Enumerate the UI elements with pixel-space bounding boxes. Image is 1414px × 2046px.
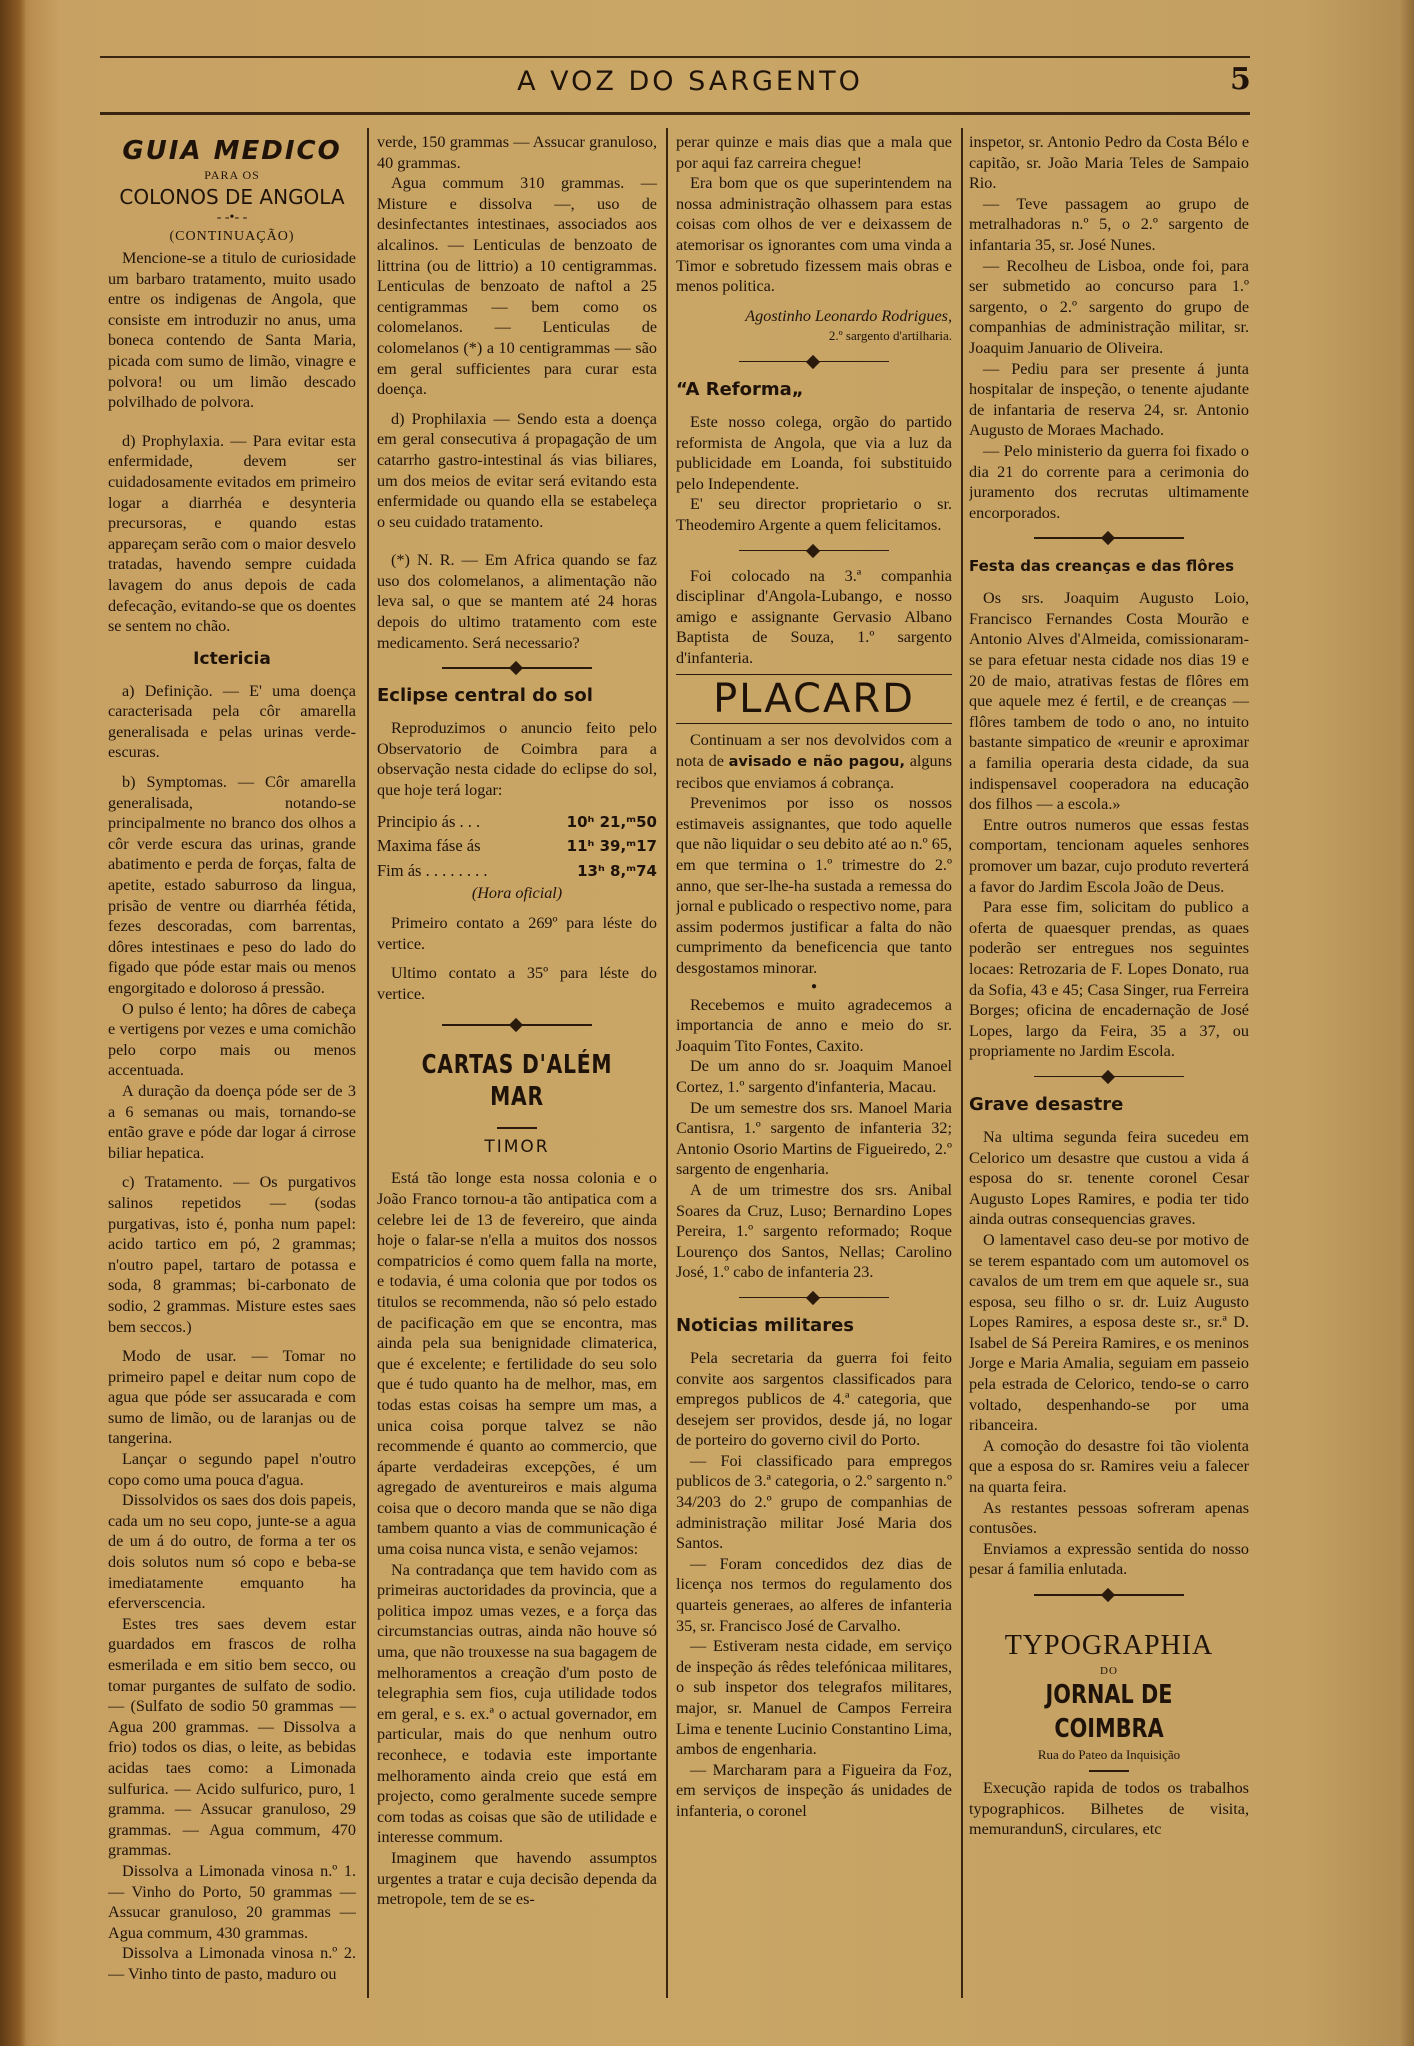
paragraph: — Estiveram nesta cidade, em serviço de inspeção ás rêdes telefónicaa militares, o sub inspetor dos telegrafos militares, major, sr. Manuel de Campos Ferreira Lima e tenente Lucinio Constantino Lima, ambos de engenharia. (676, 1637, 952, 1759)
table-cell: Maxima fáse ás (377, 836, 481, 856)
section-heading: Noticias militares (676, 1314, 854, 1336)
footnote: (*) N. R. — Em Africa quando se faz uso dos colomelanos, a alimentação não leva sal, o que se mantem até 24 horas depois do ultimo tratamento com este medicamento. Será necessario? (377, 551, 657, 652)
running-head: A VOZ DO SARGENTO (517, 66, 863, 97)
table-cell: 11ʰ 39,ᵐ17 (566, 837, 657, 856)
section-divider (739, 1291, 889, 1305)
section-divider (1034, 1070, 1184, 1084)
section-heading: Festa das creanças e das flôres (969, 557, 1235, 576)
paragraph (676, 730, 952, 793)
paragraph: Lançar o segundo papel n'outro copo como uma pouca d'agua. (108, 1450, 356, 1489)
column-rule (666, 128, 668, 1998)
signature: Agostinho Leonardo Rodrigues, (745, 306, 952, 325)
section-divider (739, 355, 889, 369)
section-divider (1034, 1588, 1184, 1602)
ornament: - -•- - (216, 210, 248, 225)
column-rule (367, 128, 369, 1998)
section-heading: Eclipse central do sol (377, 685, 593, 707)
advert-address: Rua do Pateo da Inquisição (1037, 1747, 1181, 1762)
table-row (377, 810, 657, 835)
short-rule (1089, 1770, 1129, 1772)
paragraph: Está tão longe esta nossa colonia e o João Franco tornou-a tão antipatica com a celebre lei de 13 de fevereiro, que ainda hoje o falar-se n'ella a muitos dos nossos compatricios é como quem falla na morte, e todavia, é uma colonia que por todos os titulos se recommenda, não só pelo estado de pacificação em que se encontra, mas ainda pela sua benignidade climaterica, que é excelente; e fertilidade do seu solo que é tudo quanto ha de melhor, mas, em todas estas coisas ha sempre um mas, a unica coisa porque talvez se não recommende é quanto ao commercio, que áparte verdadeiras excepções, é um agregado de aventureiros e mais alguma coisa que o decoro manda que se não diga tambem quanto a vias de communicação é uma coisa nunca vista, e senão vejamos: (377, 1169, 657, 1559)
article-title: GUIA MEDICO (122, 136, 342, 166)
paragraph: E' seu director proprietario o sr. Theodemiro Argente a quem felicitamos. (676, 495, 952, 534)
column-2 (377, 132, 657, 1992)
column-4 (969, 132, 1249, 1992)
paragraph: Recebemos e muito agradecemos a importancia de anno e meio do sr. Joaquim Tito Fontes, Caxito. (676, 995, 952, 1055)
paragraph: Imaginem que havendo assumptos urgentes a tratar e cuja decisão dependa da metropole, tem de se es- (377, 1848, 657, 1909)
advert-connector: DO (1100, 1665, 1118, 1677)
paragraph: — Pelo ministerio da guerra foi fixado o dia 21 do corrente para a cerimonia do juramento dos recrutas ultimamente encorporados. (969, 441, 1249, 522)
section-divider (1034, 531, 1184, 545)
column-3 (676, 132, 952, 1992)
paragraph: Reproduzimos o anuncio feito pelo Observatorio de Coimbra para a observação nesta cidade do eclipse do sol, que hoje terá logar: (377, 719, 657, 800)
section-heading: Grave desastre (969, 1093, 1124, 1115)
paragraph: Entre outros numeros que essas festas comportam, tencionam aqueles senhores promover um bazar, cujo produto reverterá a favor do Jardim Escola João de Deus. (969, 815, 1249, 896)
advert-name: JORNAL DE COIMBRA (1045, 1680, 1173, 1744)
paragraph: Dissolva a Limonada vinosa n.º 1. — Vinho do Porto, 50 grammas — Assucar granuloso, 20 grammas — Agua commum, 430 grammas. (108, 1861, 356, 1942)
paragraph: c) Tratamento. — Os purgativos salinos repetidos — (sodas purgativas, isto é, ponha num papel: acido tartico em pó, 2 grammas; n'outro papel, tartaro de potassa e soda, 8 grammas; bi-carbonato de sodio, 2 grammas. Misture estes saes bem seccos.) (108, 1173, 356, 1336)
short-rule (497, 1127, 537, 1129)
paragraph: Na contradança que tem havido com as primeiras auctoridades da provincia, que a politica impoz umas vezes, e a força das circumstancias outras, ainda não houve só uma, que não trouxesse na sua bagagem de melhoramentos a creação d'um posto de telegraphia sem fios, cuja utilidade todos em geral, e s. ex.ª o actual governador, em particular, mais do que nenhum outro reconhece, e todavia este importante melhoramento ainda creio que está em projecto, como geralmente sucede sempre com todas as coisas que são de utilidade e interesse commum. (377, 1560, 657, 1847)
paragraph: — Marcharam para a Figueira da Foz, em serviços de inspeção ás unidades de infanteria, o coronel (676, 1760, 952, 1820)
paragraph: — Teve passagem ao grupo de metralhadoras n.º 5, o 2.º sargento de infantaria 35, sr. José Nunes. (969, 194, 1249, 254)
paragraph: A comoção do desastre foi tão violenta que a esposa do sr. Ramires veiu a falecer na quarta feira. (969, 1436, 1249, 1497)
table-cell: Fim ás . . . . . . . . (377, 860, 488, 880)
paragraph: Ultimo contato a 35º para léste do vertice. (377, 964, 657, 1003)
paragraph: — Foram concedidos dez dias de licença nos termos do regulamento dos quarteis generaes, ao alferes de infanteria 35, sr. Francisco José de Carvalho. (676, 1554, 952, 1635)
header-bottom-rule (100, 112, 1250, 115)
paragraph: De um semestre dos srs. Manoel Maria Cantisra, 1.º sargento de infanteria 32; Antonio Osorio Martins de Figueiredo, 2.º sargento de engenharia. (676, 1098, 952, 1179)
paragraph: Modo de usar. — Tomar no primeiro papel e deitar num copo de agua que póde ser assucarada e com sumo de limão, ou de laranjas ou de tangerina. (108, 1347, 356, 1448)
column-rule (961, 128, 963, 1998)
article-kicker: PARA OS (204, 168, 260, 182)
table-cell: 13ʰ 8,ᵐ74 (577, 861, 657, 880)
paragraph: Pela secretaria da guerra foi feito convite aos sargentos classificados para empregos publicos de 4.ª categoria, que desejem ser providos, desde já, no logar de porteiro do governo civil do Porto. (676, 1348, 952, 1450)
paragraph: inspetor, sr. Antonio Pedro da Costa Bélo e capitão, sr. João Maria Teles de Sampaio Rio. (969, 133, 1249, 193)
section-heading: Ictericia (193, 648, 271, 669)
paragraph: Na ultima segunda feira sucedeu em Celorico um desastre que custou a vida á esposa do sr. tenente coronel Cesar Augusto Lopes Ramires, e podia ter tido ainda outras consequencias graves. (969, 1127, 1249, 1229)
paragraph: Primeiro contato a 269º para léste do vertice. (377, 914, 657, 953)
paragraph: d) Prophylaxia. — Para evitar esta enfermidade, devem ser cuidadosamente evitados em primeiro logar a diarrhéa e desynteria precursoras, e quando estas appareçam serão com o maior desvelo tratadas, havendo sempre cuidada lavagem do anus depois de cada defecação, evitando-se que os doentes se sentem no chão. (108, 431, 356, 636)
section-divider (442, 1018, 592, 1032)
section-subheading: TIMOR (484, 1137, 550, 1158)
paragraph: verde, 150 grammas — Assucar granuloso, 40 grammas. (377, 133, 657, 172)
text-run: alguns recibos que enviamos á cobrança. (676, 752, 952, 792)
section-divider (442, 661, 592, 675)
header-top-rule (100, 56, 1250, 58)
paragraph: b) Symptomas. — Côr amarella generalisada, notando-se principalmente no branco dos olhos a côr verde escura das urinas, grande abatimento e perda de forças, falta de apetite, estado saburroso da lingua, prisão de ventre ou diarrhéa fétida, fezes descoradas, com barrentas, dôres intestinaes e peso do lado do figado que póde estar mais ou menos engorgitado e doloroso á pressão. (108, 773, 356, 997)
advert-title: TYPOGRAPHIA (1004, 1630, 1214, 1661)
paragraph: Agua commum 310 grammas. — Misture e dissolva —, uso de desinfectantes intestinaes, associados aos alcalinos. — Lenticulas de benzoato de littrina (ou de littrio) a 10 centigrammas. Lenticulas de benzoato de naftol a 25 centigrammas — bem como os colomelanos. — Lenticulas de colomelanos (*) a 10 centigrammas — são em geral sufficientes para curar esta doença. (377, 174, 657, 399)
article-subtitle: COLONOS DE ANGOLA (119, 185, 345, 209)
paragraph: Prevenimos por isso os nossos estimaveis assignantes, que todo aquelle que não liquidar o seu debito até ao n.º 65, em que termina o 1.º trimestre do 2.º anno, que ser-lhe-ha sustada a remessa do jornal e publicado o respectivo nome, para assim podermos justificar a falta do não cumprimento da beneficencia que tanto desgostamos minorar. (676, 794, 952, 977)
paragraph: a) Definição. — E' uma doença caracterisada pela côr amarella generalisada e pelas urinas verde-escuras. (108, 681, 356, 762)
paragraph: Execução rapida de todos os trabalhos typographicos. Bilhetes de visita, memurandunS, circulares, etc (969, 1779, 1249, 1839)
paragraph: O pulso é lento; ha dôres de cabeça e vertigens por vezes e uma comichão pelo corpo mais ou menos accentuada. (108, 999, 356, 1080)
paragraph: O lamentavel caso deu-se por motivo de se terem espantado com um automovel os cavalos de um trem em que aquele sr., sua esposa, seu filho o sr. dr. Luiz Augusto Lopes Ramires, a esposa deste sr., sr.ª D. Isabel de Sá Pereira Ramires, e os meninos Jorge e Maria Amalia, seguiam em passeio pela estrada de Celorico, tendo-se o carro voltado, despenhando-se por uma ribanceira. (969, 1230, 1249, 1435)
time-note: (Hora oficial) (471, 884, 563, 903)
paragraph: Dissolvidos os saes dos dois papeis, cada um no seu copo, junte-se a agua de um á do outro, de forma a ter os dois solutos num só copo e beba-se imediatamente emquanto ha eferverscencia. (108, 1491, 356, 1613)
table-row (377, 859, 657, 884)
column-1 (108, 132, 356, 1992)
table-cell: 10ʰ 21,ᵐ50 (566, 812, 657, 831)
paragraph: Dissolva a Limonada vinosa n.º 2. — Vinho tinto de pasto, maduro ou (108, 1944, 356, 1983)
paragraph: — Recolheu de Lisboa, onde foi, para ser submetido ao concurso para 1.º sargento, o 2.º sargento do grupo de companhias de administração militar, sr. Joaquim Januario de Oliveira. (969, 256, 1249, 357)
signature-rank: 2.º sargento d'artilharia. (828, 328, 952, 344)
paragraph: — Foi classificado para empregos publicos de 3.ª categoria, o 2.º sargento n.º 34/203 do 2.º grupo de companhias de administração militar José Maria dos Santos. (676, 1451, 952, 1553)
paragraph: Estes tres saes devem estar guardados em frascos de rolha esmerilada e em sitio bem secco, ou tomar purgantes de sulfato de sodio. — (Sulfato de sodio 50 grammas — Agua 200 grammas. — Dissolva a frio) todos os dias, o leite, as bebidas acidas taes como: a Limonada sulfurica. — Acido sulfurico, puro, 1 gramma. — Assucar granuloso, 29 grammas. — Agua commum, 470 grammas. (108, 1614, 356, 1860)
paragraph: De um anno do sr. Joaquim Manoel Cortez, 1.º sargento d'infanteria, Macau. (676, 1057, 952, 1096)
paragraph: perar quinze e mais dias que a mala que por aqui faz carreira chegue! (676, 133, 952, 172)
paragraph: Os srs. Joaquim Augusto Loio, Francisco Fernandes Costa Mourão e Antonio Alves d'Almeida, comissionaram-se para efetuar nesta cidade nos dias 19 e 20 de maio, atrativas festas de flôres em que aquele mez é fertil, e de creanças — flôres tambem de todo o ano, no intuito bastante simpatico de «reunir e aproximar a familia operaria desta cidade, da sua indispensavel cooperadora na educação dos filhos — a escola.» (969, 589, 1249, 814)
paragraph: Este nosso colega, orgão do partido reformista de Angola, que via a luz da publicidade em Loanda, foi substituido pelo Independente. (676, 412, 952, 493)
paragraph: As restantes pessoas sofreram apenas contusões. (969, 1498, 1249, 1538)
text-run: Continuam a ser nos devolvidos com a nota de (676, 731, 952, 771)
paragraph: A de um trimestre dos srs. Anibal Soares da Cruz, Luso; Bernardino Lopes Pereira, 1.º sargento reformado; Roque Lourenço dos Santos, Nellas; Carolino José, 1.º cabo de infanteria 23. (676, 1180, 952, 1282)
paragraph: Enviamos a expressão sentida do nosso pesar á familia enlutada. (969, 1539, 1249, 1579)
paragraph: Foi colocado na 3.ª companhia disciplinar d'Angola-Lubango, e nosso amigo e assignante Gervasio Albano Baptista de Souza, 1.º sargento d'infanteria. (676, 566, 952, 667)
paragraph: Era bom que os que superintendem na nossa administração olhassem para estas coisas com olhos de ver e deixassem de atemorisar os ignorantes com uma vinda a Timor e sobretudo fizessem mais obras e menos politica. (676, 174, 952, 296)
paragraph: A duração da doença póde ser de 3 a 6 semanas ou mais, tornando-se então grave e póde dar logar á cirrose biliar hepatica. (108, 1081, 356, 1162)
paragraph: Para esse fim, solicitam do publico a oferta de quaesquer prendas, as quaes poderão ser entregues nos seguintes locaes: Retrozaria de F. Lopes Donato, rua da Sofia, 43 e 45; Casa Singer, rua Ferreira Borges; oficina de encadernação de José Lopes, largo da Feira, 35 a 37, ou propriamente no Jardim Escola. (969, 898, 1249, 1061)
section-divider (739, 544, 889, 558)
bullet-separator: ● (810, 980, 818, 992)
section-heading: CARTAS D'ALÉM MAR (421, 1050, 613, 1113)
paragraph: d) Prophilaxia — Sendo esta a doença em geral consecutiva á propagação de um catarrho gastro-intestinal ás vias biliares, um dos meios de evitar será evitando esta enfermidade ou quando ella se estabeleça o seu cuidado tratamento. (377, 409, 657, 531)
emphasis-text: avisado e não pagou, (728, 754, 905, 771)
section-heading: PLACARD (676, 674, 952, 724)
page-number: 5 (1230, 62, 1251, 97)
paragraph: Mencione-se a titulo de curiosidade um barbaro tratamento, muito usado entre os indigenas de Angola, que consiste em introduzir no anus, uma boneca contendo de Santa Maria, picada com sumo de limão, vinagre e polvora! ou um limão descado polvilhado de polvora. (108, 249, 356, 412)
continuation-note: (CONTINUAÇÃO) (169, 229, 295, 244)
paragraph: — Pediu para ser presente á junta hospitalar de inspeção, o tenente ajudante de infantaria de reserva 24, sr. Antonio Augusto de Moraes Machado. (969, 359, 1249, 440)
table-row (377, 834, 657, 859)
section-heading: “A Reforma„ (676, 378, 804, 400)
eclipse-times-table (377, 810, 657, 884)
table-cell: Principio ás . . . (377, 811, 481, 831)
